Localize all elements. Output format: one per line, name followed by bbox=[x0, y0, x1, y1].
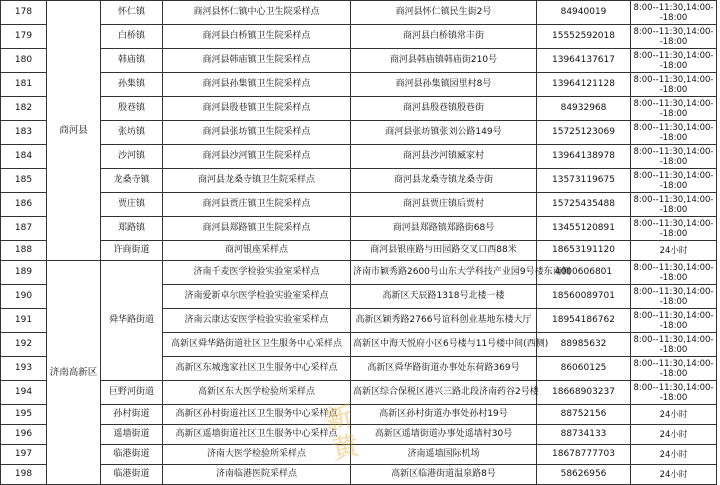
phone-cell: 88985632 bbox=[537, 333, 631, 357]
site-name-cell: 商河县怀仁镇中心卫生院采样点 bbox=[163, 1, 351, 25]
phone-cell: 15552592018 bbox=[537, 25, 631, 49]
site-name-cell: 济南大医学检验所采样点 bbox=[163, 445, 351, 465]
site-name-cell: 高新区舜华路街道社区卫生服务中心采样点 bbox=[163, 333, 351, 357]
table-row bbox=[1, 241, 717, 261]
phone-cell: 18653191120 bbox=[537, 241, 631, 261]
town-cell: 龙桑寺镇 bbox=[101, 169, 163, 193]
phone-cell: 58626956 bbox=[537, 465, 631, 485]
address-cell: 商河县贾庄镇后贾村 bbox=[351, 193, 537, 217]
table-row bbox=[1, 465, 717, 485]
table-row bbox=[1, 217, 717, 241]
site-name-cell: 济南千麦医学检验实验室采样点 bbox=[163, 261, 351, 285]
town-cell: 张坊镇 bbox=[101, 121, 163, 145]
watermark-logo: 新 黄 bbox=[323, 401, 362, 466]
hours-cell: 8:00--11:30,14:00--18:00 bbox=[631, 145, 717, 169]
address-cell: 高新区遥墙街道办事处遥墙村30号 bbox=[351, 425, 537, 445]
table-row bbox=[1, 425, 717, 445]
site-name-cell: 济南爱新卓尔医学检验实验室采样点 bbox=[163, 285, 351, 309]
town-cell: 遥墙街道 bbox=[101, 425, 163, 445]
hours-cell: 24小时 bbox=[631, 465, 717, 485]
row-number: 187 bbox=[1, 217, 47, 241]
town-cell: 贾庄镇 bbox=[101, 193, 163, 217]
address-cell: 高新区临港街道温泉路8号 bbox=[351, 465, 537, 485]
address-cell: 济南遥墙国际机场 bbox=[351, 445, 537, 465]
hours-cell: 8:00--11:30,14:00--18:00 bbox=[631, 357, 717, 381]
hours-cell: 8:00--11:30,14:00--18:00 bbox=[631, 25, 717, 49]
site-name-cell: 商河县龙桑寺镇卫生院采样点 bbox=[163, 169, 351, 193]
table-row bbox=[1, 25, 717, 49]
table-row bbox=[1, 49, 717, 73]
phone-cell: 84940019 bbox=[537, 1, 631, 25]
town-cell: 怀仁镇 bbox=[101, 1, 163, 25]
row-number: 184 bbox=[1, 145, 47, 169]
site-name-cell: 高新区遥墙街道社区卫生服务中心采样点 bbox=[163, 425, 351, 445]
table-row bbox=[1, 169, 717, 193]
site-name-cell: 高新区东大医学检验所采样点 bbox=[163, 381, 351, 405]
address-cell: 商河县龙桑寺镇龙桑寺街 bbox=[351, 169, 537, 193]
row-number: 183 bbox=[1, 121, 47, 145]
hours-cell: 8:00--11:30,14:00--18:00 bbox=[631, 261, 717, 285]
address-cell: 商河县白桥镇常丰街 bbox=[351, 25, 537, 49]
hours-cell: 8:00--11:30,14:00--18:00 bbox=[631, 97, 717, 121]
row-number: 182 bbox=[1, 97, 47, 121]
hours-cell: 24小时 bbox=[631, 425, 717, 445]
hours-cell: 8:00--11:30,14:00--18:00 bbox=[631, 121, 717, 145]
address-cell: 商河县孙集镇园里村8号 bbox=[351, 73, 537, 97]
row-number: 178 bbox=[1, 1, 47, 25]
address-cell: 高新区颖秀路2766号谊科创业基地东楼大厅 bbox=[351, 309, 537, 333]
phone-cell: 13455120891 bbox=[537, 217, 631, 241]
address-cell: 商河县张坊镇张刘公路149号 bbox=[351, 121, 537, 145]
row-number: 193 bbox=[1, 357, 47, 381]
hours-cell: 8:00--11:30,14:00--18:00 bbox=[631, 333, 717, 357]
town-cell: 临港街道 bbox=[101, 465, 163, 485]
address-cell: 商河县郑路镇郑路街68号 bbox=[351, 217, 537, 241]
address-cell: 高新区综合保税区港兴三路北段济南药谷2号楼 bbox=[351, 381, 537, 405]
address-cell: 高新区中海天悦府小区6号楼与11号楼中间(西侧) bbox=[351, 333, 537, 357]
hours-cell: 8:00--11:30,14:00--18:00 bbox=[631, 217, 717, 241]
phone-cell: 88734133 bbox=[537, 425, 631, 445]
phone-cell: 15725435488 bbox=[537, 193, 631, 217]
table-row bbox=[1, 1, 717, 25]
phone-cell: 13964138978 bbox=[537, 145, 631, 169]
town-cell: 郑路镇 bbox=[101, 217, 163, 241]
row-number: 197 bbox=[1, 445, 47, 465]
phone-cell: 86060125 bbox=[537, 357, 631, 381]
hours-cell: 24小时 bbox=[631, 445, 717, 465]
hours-cell: 24小时 bbox=[631, 405, 717, 425]
address-cell: 商河县沙河镇臧家村 bbox=[351, 145, 537, 169]
hours-cell: 8:00--11:30,14:00--18:00 bbox=[631, 285, 717, 309]
site-name-cell: 济南临港医院采样点 bbox=[163, 465, 351, 485]
address-cell: 济南市颖秀路2600号山东大学科技产业园9号楼东南侧 bbox=[351, 261, 537, 285]
phone-cell: 84932968 bbox=[537, 97, 631, 121]
phone-cell: 88752156 bbox=[537, 405, 631, 425]
table-row bbox=[1, 261, 717, 285]
site-name-cell: 商河县沙河镇卫生院采样点 bbox=[163, 145, 351, 169]
phone-cell: 4000606801 bbox=[537, 261, 631, 285]
table-row bbox=[1, 445, 717, 465]
row-number: 198 bbox=[1, 465, 47, 485]
row-number: 191 bbox=[1, 309, 47, 333]
hours-cell: 8:00--11:30,14:00--18:00 bbox=[631, 381, 717, 405]
table-row bbox=[1, 405, 717, 425]
street-cell: 舜华路街道 bbox=[101, 261, 163, 381]
row-number: 181 bbox=[1, 73, 47, 97]
site-name-cell: 商河县贾庄镇卫生院采样点 bbox=[163, 193, 351, 217]
phone-cell: 15725123069 bbox=[537, 121, 631, 145]
table-row bbox=[1, 145, 717, 169]
row-number: 196 bbox=[1, 425, 47, 445]
town-cell: 临港街道 bbox=[101, 445, 163, 465]
hours-cell: 8:00--11:30,14:00--18:00 bbox=[631, 309, 717, 333]
town-cell: 殷巷镇 bbox=[101, 97, 163, 121]
row-number: 186 bbox=[1, 193, 47, 217]
hours-cell: 24小时 bbox=[631, 241, 717, 261]
row-number: 188 bbox=[1, 241, 47, 261]
town-cell: 沙河镇 bbox=[101, 145, 163, 169]
phone-cell: 18954186762 bbox=[537, 309, 631, 333]
phone-cell: 13964137617 bbox=[537, 49, 631, 73]
town-cell: 许商街道 bbox=[101, 241, 163, 261]
phone-cell: 18668903237 bbox=[537, 381, 631, 405]
site-name-cell: 高新区东城逸家社区卫生服务中心采样点 bbox=[163, 357, 351, 381]
table-row bbox=[1, 97, 717, 121]
address-cell: 商河县银座路与田园路交叉口西88米 bbox=[351, 241, 537, 261]
table-row bbox=[1, 73, 717, 97]
site-name-cell: 商河县孙集镇卫生院采样点 bbox=[163, 73, 351, 97]
row-number: 190 bbox=[1, 285, 47, 309]
site-name-cell: 商河县白桥镇卫生院采样点 bbox=[163, 25, 351, 49]
county-cell: 商河县 bbox=[47, 1, 101, 261]
site-name-cell: 商河县韩庙镇卫生院采样点 bbox=[163, 49, 351, 73]
row-number: 180 bbox=[1, 49, 47, 73]
town-cell: 白桥镇 bbox=[101, 25, 163, 49]
hours-cell: 8:00--11:30,14:00--18:00 bbox=[631, 193, 717, 217]
hours-cell: 8:00--11:30,14:00--18:00 bbox=[631, 73, 717, 97]
town-cell: 巨野河街道 bbox=[101, 381, 163, 405]
address-cell: 商河县怀仁镇民生街2号 bbox=[351, 1, 537, 25]
row-number: 194 bbox=[1, 381, 47, 405]
row-number: 195 bbox=[1, 405, 47, 425]
site-name-cell: 商河县殷巷镇卫生院采样点 bbox=[163, 97, 351, 121]
row-number: 179 bbox=[1, 25, 47, 49]
address-cell: 高新区孙村街道办事处孙村19号 bbox=[351, 405, 537, 425]
address-cell: 高新区天辰路1318号北楼一楼 bbox=[351, 285, 537, 309]
site-name-cell: 高新区孙村街道社区卫生服务中心采样点 bbox=[163, 405, 351, 425]
phone-cell: 18560089701 bbox=[537, 285, 631, 309]
phone-cell: 18678777703 bbox=[537, 445, 631, 465]
county-cell: 济南高新区 bbox=[47, 261, 101, 485]
hours-cell: 8:00--11:30,14:00--18:00 bbox=[631, 169, 717, 193]
hours-cell: 8:00--11:30,14:00--18:00 bbox=[631, 49, 717, 73]
hours-cell: 8:00--11:30,14:00--18:00 bbox=[631, 1, 717, 25]
phone-cell: 13573119675 bbox=[537, 169, 631, 193]
table-row bbox=[1, 193, 717, 217]
site-name-cell: 商河县张坊镇卫生院采样点 bbox=[163, 121, 351, 145]
town-cell: 韩庙镇 bbox=[101, 49, 163, 73]
row-number: 189 bbox=[1, 261, 47, 285]
site-name-cell: 济南云康达安医学检验实验室采样点 bbox=[163, 309, 351, 333]
town-cell: 孙村街道 bbox=[101, 405, 163, 425]
table-row bbox=[1, 381, 717, 405]
row-number: 185 bbox=[1, 169, 47, 193]
phone-cell: 13964121128 bbox=[537, 73, 631, 97]
town-cell: 孙集镇 bbox=[101, 73, 163, 97]
row-number: 192 bbox=[1, 333, 47, 357]
table-row bbox=[1, 121, 717, 145]
address-cell: 高新区舜华路街道办事处东荷路369号 bbox=[351, 357, 537, 381]
address-cell: 商河县殷巷镇殷巷街 bbox=[351, 97, 537, 121]
site-name-cell: 商河银座采样点 bbox=[163, 241, 351, 261]
site-name-cell: 商河县郑路镇卫生院采样点 bbox=[163, 217, 351, 241]
address-cell: 商河县韩庙镇韩庙街210号 bbox=[351, 49, 537, 73]
